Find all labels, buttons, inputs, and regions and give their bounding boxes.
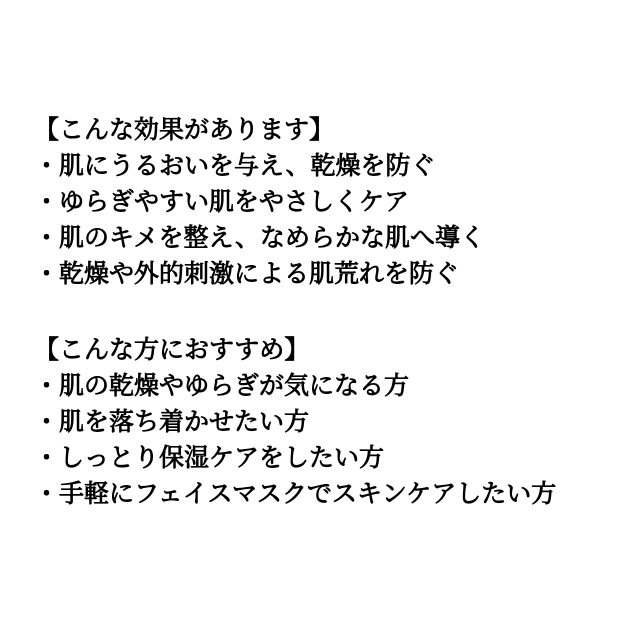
recommended-for-item: ・肌を落ち着かせたい方 bbox=[34, 407, 310, 436]
recommended-for-heading: 【こんな方におすすめ】 bbox=[34, 335, 310, 364]
recommended-for-item: ・手軽にフェイスマスクでスキンケアしたい方 bbox=[34, 479, 557, 508]
benefits-item: ・乾燥や外的刺激による肌荒れを防ぐ bbox=[34, 259, 460, 288]
benefits-item: ・ゆらぎやすい肌をやさしくケア bbox=[34, 187, 410, 216]
benefits-section bbox=[34, 112, 485, 292]
benefits-item: ・肌にうるおいを与え、乾燥を防ぐ bbox=[34, 151, 436, 180]
benefits-heading: 【こんな効果があります】 bbox=[34, 115, 335, 144]
benefits-item: ・肌のキメを整え、なめらかな肌へ導く bbox=[34, 223, 486, 252]
recommended-for-section bbox=[34, 332, 556, 512]
recommended-for-item: ・肌の乾燥やゆらぎが気になる方 bbox=[34, 371, 410, 400]
recommended-for-item: ・しっとり保湿ケアをしたい方 bbox=[34, 443, 385, 472]
